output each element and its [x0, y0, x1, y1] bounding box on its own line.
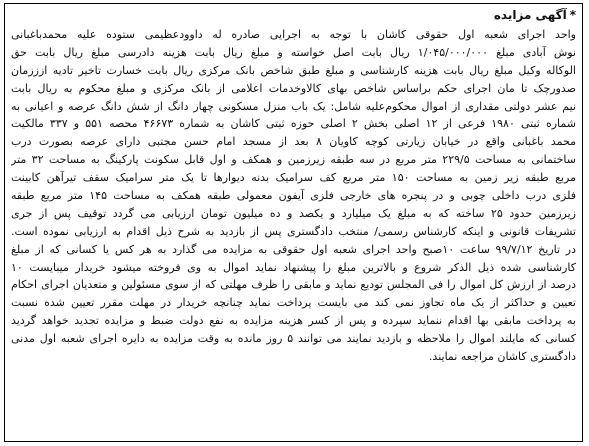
notice-line: کسانی که مایلند اموال را ملاحظه و بازدید نمایند می توانند ۵ روز مانده به وقت مزایده به دایره اجرای شعبه اول مدنی — [11, 332, 576, 346]
notice-line: ساختمانی به مساحت ۲۲۹/۵ متر مربع در سه طبقه زیرزمین و همکف و اول قابل سکونت پارکینگ به مساحت ۳۲ متر — [11, 153, 576, 167]
notice-line: مربع طبقه زیر زمین به مساحت ۱۵۰ متر مربع کف سرامیک بدنه دیوارها تا یک متر سرامیک سقف تیرآهن کابینت — [11, 171, 576, 185]
notice-line: واحد اجرای شعبه اول حقوقی کاشان با توجه به اجرایی صادره له داوودعظیمی ستوده علیه محمدباغبانی — [11, 28, 576, 41]
notice-line: درصد از ارزش کل اموال را فی المجلس تودیع نماید و مابقی را ظرف مهلتی که از سوی مسئولین و متعدیان اجرای احکام — [11, 278, 576, 292]
notice-title — [494, 8, 576, 23]
notice-line: در تاریخ ۹۹/۷/۱۲ ساعت ۱۰صبح واحد اجرای شعبه اول حقوقی به مزایده می گذارد به هر کس یا کسانی که از مبلغ — [11, 242, 576, 256]
notice-line: دادگستری کاشان مراجعه نمایند. — [428, 350, 576, 364]
notice-line: زیرزمین حدود ۲۵ ساخته که به مبلغ یک میلیارد و یکصد و ده میلیون تومان ارزیابی می گردد توقیف پس از جری — [11, 206, 576, 220]
notice-line: کارشناسی شده ذیل الذکر شروع و بالاترین مبلغ را پیشنهاد نماید اموال به وی فروخته میشود خریدار میبایست ۱۰ — [11, 260, 576, 274]
bullet-star-icon: * — [569, 8, 576, 22]
notice-line: فلزی درب داخلی چوبی و در پنجره های خارجی فلزی آیفون معمولی طبقه همکف به مساحت ۱۴۵ متر مربع طبقه — [11, 189, 576, 203]
auction-notice — [4, 3, 583, 442]
notice-line: نیم عشر دولتی مقداری از اموال محکوم‌علیه شامل: یک باب منزل مسکونی چهار دانگ از شش دانگ عرصه و اعیانی به — [11, 99, 576, 113]
notice-line: نوش آبادی مبلغ ۱/۰۴۵/۰۰۰/۰۰۰ ریال بابت اصل خواسته و مبلغ ریال بابت هزینه دادرسی مبلغ ریال بابت حق — [11, 45, 576, 59]
notice-line: شماره ثبتی ۱۹۸۰ فرعی از ۱۲ اصلی بخش ۲ اصلی حوزه ثبتی کاشان به شماره ۴۶۶۷۳ محصه ۵۵۱ و ۳۳۷ مالکیت — [11, 117, 576, 131]
notice-title-text: آگهی مزایده — [493, 8, 567, 22]
notice-line: تعیین و حداکثر از یک ماه تجاوز نمی کند می بایست پرداخت نماید چنانچه خریدار در مهلت مقرر تعیین شده نسبت — [11, 296, 576, 310]
notice-line: صدورچک تا مان اجرای حکم براساس شاخص بهای کالاوخدمات اعلامی از بانک مرکزی و مبلغ محکوم به ریال بابت — [11, 81, 576, 95]
notice-line: محمد باغبانی واقع در خیابان زیارتی کوچه کاویان ۸ بعد از مسجد امام حسن مجتبی دارای عرصه بصورت درب — [11, 135, 576, 149]
notice-body — [11, 26, 576, 366]
notice-line: به پرداخت مابقی بها اقدام ننماید سپرده و پس از کسر هزینه مزایده به نفع دولت ضبط و مزایده تجدید خواهد گردید — [11, 314, 576, 328]
notice-line: تشریفات قانونی و اینکه کارشناس رسمی/ منتخب دادگستری پس از بازدید به شرح ذیل اقدام به ارزیابی نموده است. — [11, 224, 576, 238]
notice-line: الوکاله وکیل مبلغ ریال بابت هزینه کارشناسی و مبلغ طبق شاخص بانک مرکزی ریال بابت خسارت تاخیر تادیه ازززمان — [11, 63, 576, 77]
